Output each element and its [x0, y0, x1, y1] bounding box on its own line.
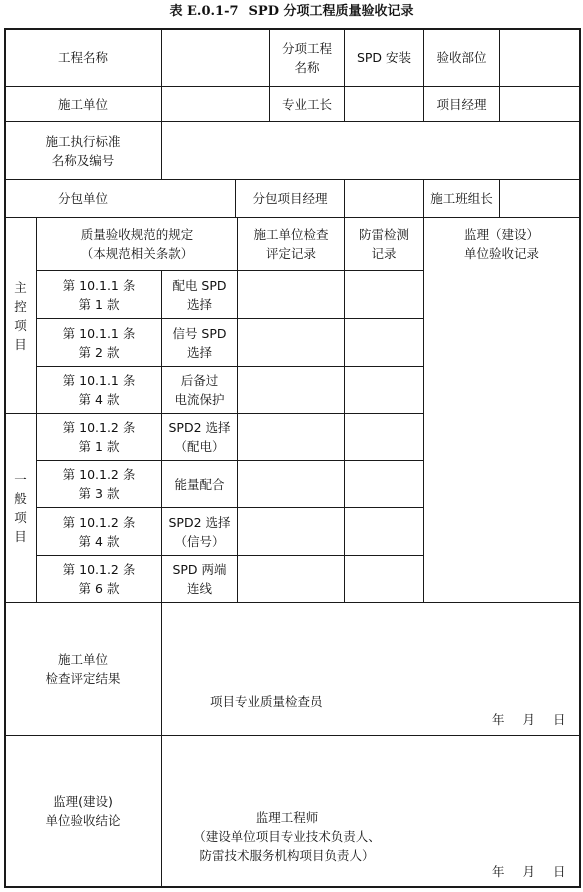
table-row-content: 后备过 电流保护 [174, 373, 225, 407]
table-row-clause: 第 10.1.1 条 第 2 款 [62, 325, 136, 360]
construction-result-label: 施工单位 检查评定结果 [45, 652, 121, 686]
supervision-column-header: 监理（建设） 单位验收记录 [463, 227, 539, 261]
table-row-clause: 第 10.1.1 条 第 1 款 [62, 277, 136, 312]
supervision-conclusion-label: 监理(建设) 单位验收结论 [45, 794, 121, 828]
standard-value[interactable] [162, 122, 579, 179]
team-leader-value[interactable] [500, 180, 579, 217]
subcontract-manager-label: 分包项目经理 [252, 191, 328, 206]
table-row-content: 配电 SPD 选择 [172, 277, 227, 312]
sub-project-name-value: SPD 安装 [356, 50, 412, 65]
general-items-group: 一 般 项 目 [14, 472, 27, 544]
subcontract-manager-value[interactable] [345, 180, 423, 217]
main-control-items-group: 主 控 项 目 [14, 279, 27, 352]
construction-unit-value[interactable] [162, 87, 269, 121]
table-row-clause: 第 10.1.2 条 第 1 款 [62, 420, 136, 454]
project-name-label: 工程名称 [57, 50, 108, 65]
foreman-value[interactable] [345, 87, 423, 121]
table-row-content: 能量配合 [174, 476, 225, 492]
table-row-clause: 第 10.1.1 条 第 4 款 [62, 373, 136, 407]
table-row-clause: 第 10.1.2 条 第 6 款 [62, 562, 136, 596]
standard-label: 施工执行标准 名称及编号 [45, 133, 121, 168]
lightning-test-column-header: 防雷检测 记录 [358, 227, 409, 261]
project-manager-label: 项目经理 [436, 96, 487, 112]
acceptance-part-value[interactable] [500, 29, 579, 86]
table-row-clause: 第 10.1.2 条 第 4 款 [62, 514, 136, 549]
result-date: 年 月 日 [492, 712, 566, 727]
foreman-label: 专业工长 [281, 96, 332, 112]
table-code: 表 E.0.1-7 [169, 4, 239, 19]
conclusion-date: 年 月 日 [492, 864, 566, 879]
table-row-content: SPD2 选择 （信号） [168, 514, 231, 549]
project-manager-value[interactable] [500, 87, 579, 121]
construction-unit-label: 施工单位 [57, 96, 108, 112]
construction-check-column-header: 施工单位检查 评定记录 [253, 227, 329, 261]
subcontract-unit-value[interactable] [162, 180, 235, 217]
table-row-content: 信号 SPD 选择 [172, 325, 227, 360]
table-row-content: SPD2 选择 （配电） [168, 420, 231, 454]
project-name-value[interactable] [162, 29, 269, 86]
acceptance-part-label: 验收部位 [436, 50, 487, 65]
sub-project-name-label: 分项工程 名称 [281, 40, 332, 75]
team-leader-label: 施工班组长 [430, 191, 493, 206]
subcontract-unit-label: 分包单位 [57, 191, 108, 206]
table-title: SPD 分项工程质量验收记录 [248, 4, 414, 19]
table-row-content: SPD 两端 连线 [172, 562, 227, 596]
spec-column-header: 质量验收规范的规定 （本规范相关条款） [80, 227, 194, 261]
quality-inspector-signature: 项目专业质量检查员 [210, 694, 323, 709]
table-row-clause: 第 10.1.2 条 第 3 款 [62, 467, 136, 501]
supervising-engineer-signature: 监理工程师 （建设单位项目专业技术负责人、 防雷技术服务机构项目负责人） [193, 810, 381, 863]
